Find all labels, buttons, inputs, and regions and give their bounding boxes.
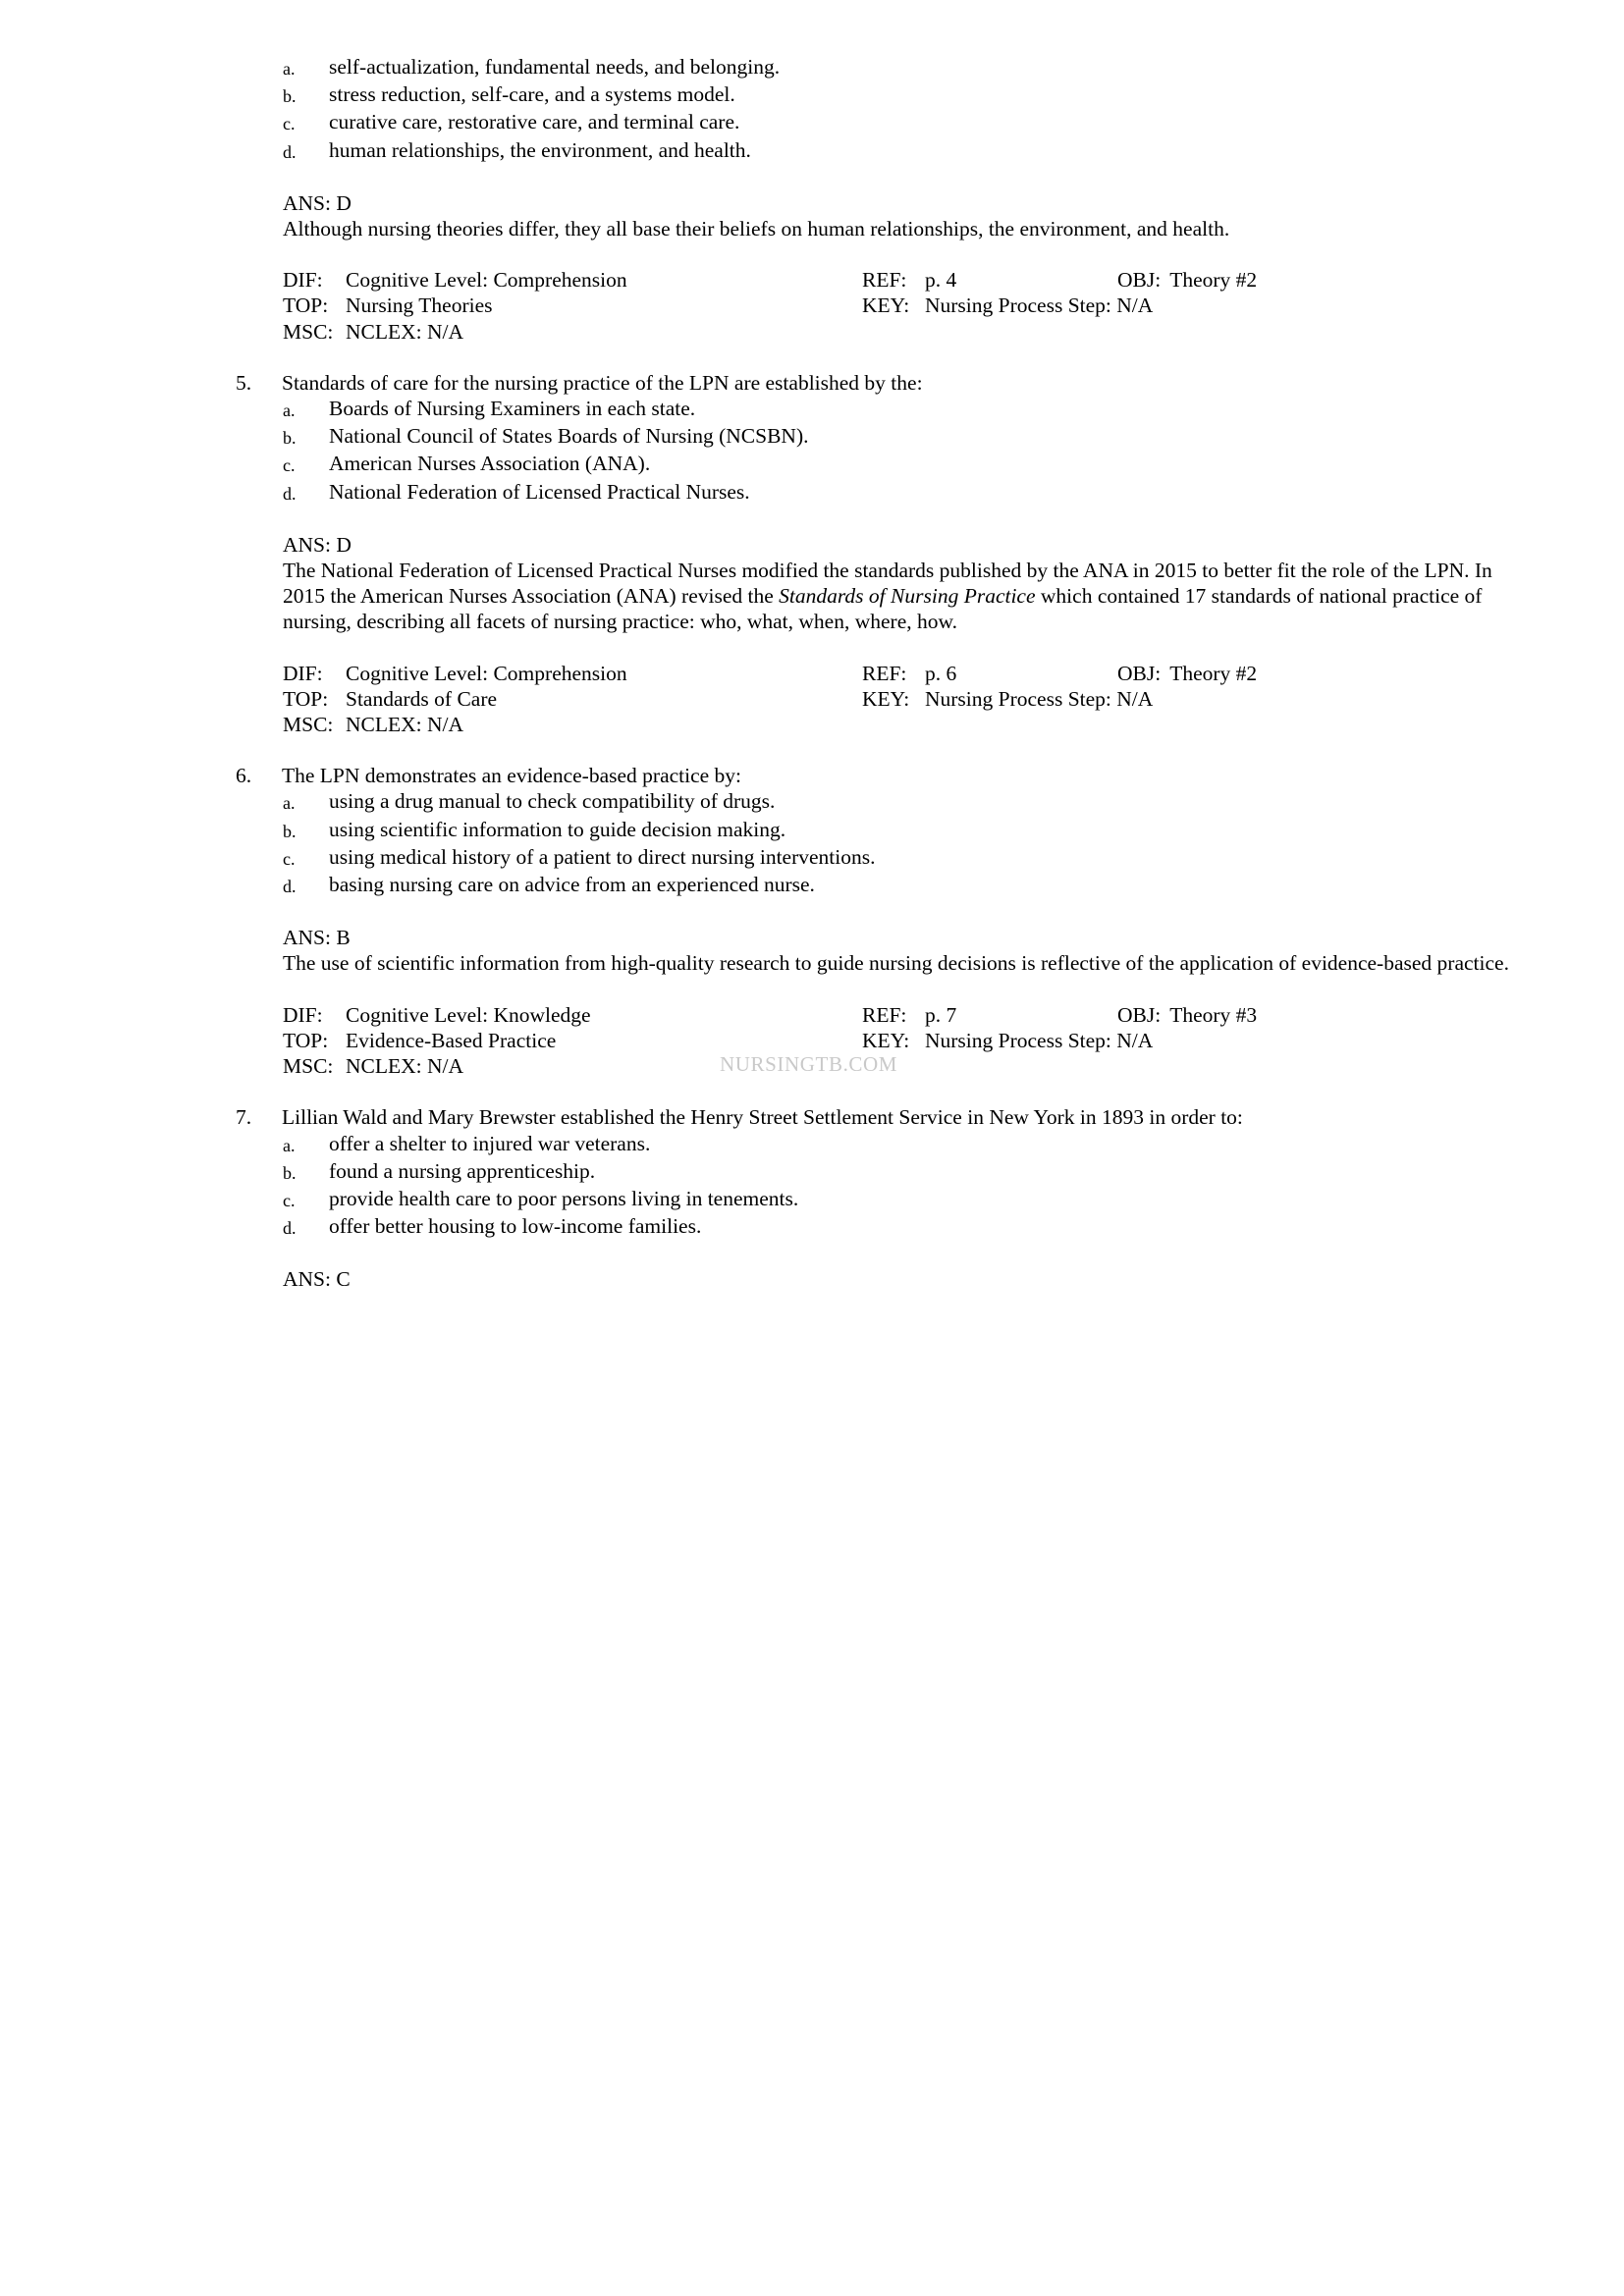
metadata-row — [283, 1053, 1522, 1079]
option-text: using medical history of a patient to direct nursing interventions. — [329, 844, 876, 869]
question-5 — [236, 370, 1522, 737]
msc-label: MSC: — [283, 319, 334, 344]
answer-label: ANS: C — [283, 1267, 351, 1292]
answer-label: ANS: D — [283, 532, 352, 557]
obj-value: Theory #2 — [1169, 268, 1258, 293]
option-text: offer better housing to low-income families. — [329, 1214, 702, 1239]
question-stem-row — [236, 1104, 1522, 1130]
dif-label: DIF: — [283, 661, 323, 685]
key-label: KEY: — [862, 686, 910, 711]
metadata-row — [283, 712, 1522, 737]
option-letter: a. — [283, 1135, 296, 1155]
option-item[interactable] — [283, 81, 1522, 109]
metadata-block — [283, 267, 1522, 345]
ref-cell — [862, 661, 1117, 686]
obj-label: OBJ: — [1117, 661, 1162, 685]
msc-label: MSC: — [283, 713, 334, 737]
key-cell — [862, 686, 1153, 712]
dif-value: Cognitive Level: Comprehension — [346, 268, 627, 293]
option-list — [283, 396, 1522, 507]
option-letter: c. — [283, 1190, 296, 1210]
top-value: Standards of Care — [346, 686, 498, 711]
option-letter: b. — [283, 86, 297, 107]
option-text: using a drug manual to check compatibility of drugs. — [329, 789, 776, 814]
option-text: human relationships, the environment, and health. — [329, 137, 751, 162]
rationale-text: The use of scientific information from high-quality research to guide nursing decisions is reflective of the application of evidence-based practice. — [283, 951, 1509, 976]
option-item[interactable] — [283, 396, 1522, 423]
metadata-row — [283, 1028, 1522, 1053]
metadata-block — [283, 1002, 1522, 1080]
ref-value: p. 6 — [925, 661, 957, 685]
option-letter: b. — [283, 1162, 297, 1183]
ref-cell — [862, 267, 1117, 293]
site-watermark: NURSINGTB.COM — [720, 1052, 898, 1076]
top-value: Evidence-Based Practice — [346, 1028, 557, 1052]
top-value: Nursing Theories — [346, 294, 493, 318]
key-cell — [862, 1028, 1153, 1053]
ref-label: REF: — [862, 661, 907, 685]
key-value: Nursing Process Step: N/A — [925, 294, 1154, 318]
option-item[interactable] — [283, 451, 1522, 478]
option-item[interactable] — [283, 844, 1522, 872]
option-letter: d. — [283, 877, 297, 897]
option-text: National Council of States Boards of Nursing (NCSBN). — [329, 424, 809, 449]
rationale-italic-title: Standards of Nursing Practice — [779, 584, 1036, 609]
obj-cell — [1117, 661, 1257, 686]
answer-label: ANS: B — [283, 926, 351, 950]
option-item[interactable] — [283, 788, 1522, 816]
metadata-row — [283, 1002, 1522, 1028]
question-number: 6. — [236, 764, 252, 788]
option-item[interactable] — [283, 1158, 1522, 1186]
msc-value: NCLEX: N/A — [346, 1054, 464, 1079]
option-item[interactable] — [283, 1186, 1522, 1213]
top-label: TOP: — [283, 686, 329, 711]
dif-value: Cognitive Level: Knowledge — [346, 1002, 591, 1027]
option-item[interactable] — [283, 1213, 1522, 1241]
ref-label: REF: — [862, 268, 907, 293]
metadata-block — [283, 661, 1522, 738]
option-letter: c. — [283, 114, 296, 134]
obj-label: OBJ: — [1117, 1002, 1162, 1027]
option-letter: a. — [283, 400, 296, 421]
key-value: Nursing Process Step: N/A — [925, 686, 1154, 711]
option-text: Boards of Nursing Examiners in each state. — [329, 397, 696, 421]
option-item[interactable] — [283, 109, 1522, 136]
rationale-part-1: The National Federation of Licensed Practical Nurses modified the standards published by the ANA in 2015 to better fit the role of the LPN. In 2015 the American Nurses Association (ANA) revised the — [283, 559, 1492, 609]
option-list — [283, 788, 1522, 899]
option-letter: a. — [283, 59, 296, 79]
key-label: KEY: — [862, 294, 910, 318]
option-letter: a. — [283, 793, 296, 814]
question-number: 5. — [236, 370, 252, 395]
ref-value: p. 4 — [925, 268, 957, 293]
option-letter: b. — [283, 428, 297, 449]
answer-block — [283, 190, 1522, 241]
option-text: American Nurses Association (ANA). — [329, 452, 651, 476]
metadata-row — [283, 293, 1522, 318]
ref-cell — [862, 1002, 1117, 1028]
metadata-row — [283, 686, 1522, 712]
option-text: stress reduction, self-care, and a systems model. — [329, 82, 735, 107]
msc-value: NCLEX: N/A — [346, 319, 464, 344]
option-item[interactable] — [283, 1131, 1522, 1158]
option-text: using scientific information to guide decision making. — [329, 817, 786, 841]
page-content — [236, 54, 1522, 1293]
metadata-row — [283, 661, 1522, 686]
question-stem-row — [236, 763, 1522, 788]
option-item[interactable] — [283, 479, 1522, 507]
top-label: TOP: — [283, 1028, 329, 1052]
option-text: basing nursing care on advice from an experienced nurse. — [329, 873, 815, 897]
question-7 — [236, 1104, 1522, 1292]
key-cell — [862, 293, 1153, 318]
option-list — [283, 54, 1522, 165]
obj-label: OBJ: — [1117, 268, 1162, 293]
question-number: 7. — [236, 1105, 252, 1130]
option-text: self-actualization, fundamental needs, and belonging. — [329, 55, 781, 79]
msc-value: NCLEX: N/A — [346, 713, 464, 737]
option-text: curative care, restorative care, and terminal care. — [329, 110, 740, 134]
option-item[interactable] — [283, 137, 1522, 165]
msc-label: MSC: — [283, 1054, 334, 1079]
option-item[interactable] — [283, 872, 1522, 899]
question-stem: Standards of care for the nursing practice of the LPN are established by the: — [282, 370, 923, 395]
answer-block — [283, 532, 1522, 635]
answer-block — [283, 925, 1522, 976]
question-stem-row — [236, 370, 1522, 396]
obj-cell — [1117, 1002, 1257, 1028]
ref-value: p. 7 — [925, 1002, 957, 1027]
question-stem: The LPN demonstrates an evidence-based practice by: — [282, 764, 742, 788]
rationale-part-2: which contained 17 standards of national practice of nursing, describing all facets of nursing practice: who, what, when, where, how. — [283, 584, 1483, 634]
option-letter: c. — [283, 848, 296, 869]
option-item[interactable] — [283, 817, 1522, 844]
top-label: TOP: — [283, 294, 329, 318]
answer-label: ANS: D — [283, 190, 352, 215]
option-text: found a nursing apprenticeship. — [329, 1158, 596, 1183]
option-letter: d. — [283, 483, 297, 504]
option-text: offer a shelter to injured war veterans. — [329, 1131, 651, 1155]
dif-label: DIF: — [283, 1002, 323, 1027]
obj-cell — [1117, 267, 1257, 293]
option-letter: c. — [283, 455, 296, 476]
obj-value: Theory #3 — [1169, 1002, 1258, 1027]
key-value: Nursing Process Step: N/A — [925, 1028, 1154, 1052]
option-letter: b. — [283, 821, 297, 841]
ref-label: REF: — [862, 1002, 907, 1027]
dif-label: DIF: — [283, 268, 323, 293]
option-text: provide health care to poor persons living in tenements. — [329, 1186, 799, 1210]
option-item[interactable] — [283, 423, 1522, 451]
option-text: National Federation of Licensed Practical Nurses. — [329, 479, 750, 504]
option-list — [283, 1131, 1522, 1242]
answer-block — [283, 1266, 1522, 1292]
key-label: KEY: — [862, 1028, 910, 1052]
option-item[interactable] — [283, 54, 1522, 81]
rationale-text — [283, 558, 1522, 635]
metadata-row — [283, 267, 1522, 293]
question-4-continuation — [236, 54, 1522, 345]
dif-value: Cognitive Level: Comprehension — [346, 661, 627, 685]
rationale-text: Although nursing theories differ, they all base their beliefs on human relationships, the environment, and health. — [283, 217, 1230, 241]
option-letter: d. — [283, 141, 297, 162]
question-6 — [236, 763, 1522, 1079]
metadata-row — [283, 319, 1522, 345]
obj-value: Theory #2 — [1169, 661, 1258, 685]
option-letter: d. — [283, 1218, 297, 1239]
question-stem: Lillian Wald and Mary Brewster established the Henry Street Settlement Service in New York in 1893 in order to: — [282, 1105, 1243, 1130]
